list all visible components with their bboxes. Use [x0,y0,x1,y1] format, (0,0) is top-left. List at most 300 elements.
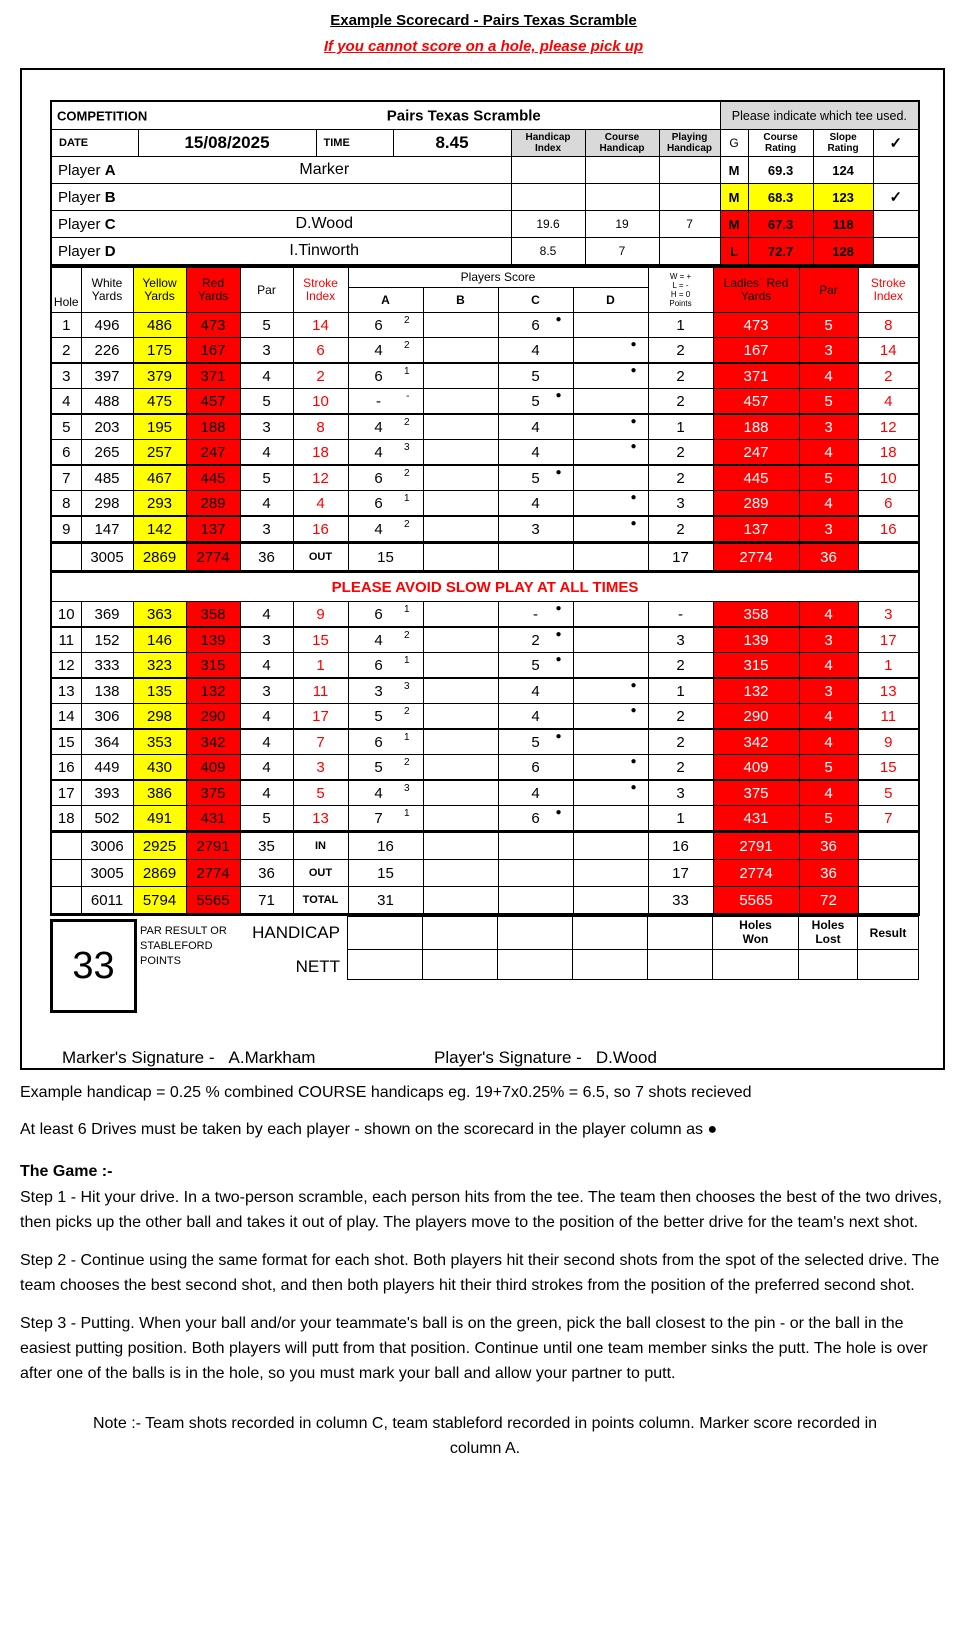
yellow-yards: 467 [133,465,186,491]
hole-number: 10 [51,602,81,628]
score-b-cell [423,806,498,832]
drive-dot-icon: ● [630,680,637,691]
player-gender: M [720,157,748,184]
summary-ladies-red-yards: 2791 [713,832,799,860]
red-yards: 290 [186,704,240,730]
summary-white-yards: 3006 [81,832,133,860]
score-d-cell [573,491,648,517]
red-yards: 457 [186,389,240,415]
score-a-value: 6 [374,656,383,674]
summary-red-yards: 2774 [186,543,240,572]
summary-score-a: 31 [348,887,423,915]
player-playing-handicap [659,238,720,266]
player-row [51,238,919,266]
yellow-yards: 135 [133,678,186,704]
score-a-putts: 2 [403,630,410,641]
ladies-par-value: 5 [799,755,858,781]
score-b-cell [423,729,498,755]
yellow-yards: 475 [133,389,186,415]
score-c-value: 2 [531,631,540,649]
score-b-cell [423,704,498,730]
summary-red-yards: 2791 [186,832,240,860]
hole-number: 8 [51,491,81,517]
summary-score-b [423,887,498,915]
nett-cell [423,950,498,980]
white-yards: 203 [81,414,133,440]
drive-dot-icon: ● [555,390,562,401]
score-a-putts: 2 [403,706,410,717]
player-d-col-header: D [573,288,648,313]
score-c-cell [498,389,573,415]
ladies-red-yards: 358 [713,602,799,628]
summary-row [51,543,919,572]
summary-score-c [498,887,573,915]
score-a-putts: 1 [403,366,410,377]
white-yards: 152 [81,627,133,653]
summary-red-yards: 2774 [186,860,240,887]
drive-dot-icon: ● [630,756,637,767]
score-c-cell [498,602,573,628]
player-slope-rating: 118 [813,211,873,238]
summary-points: 17 [648,860,713,887]
handicap-nett-grid [347,916,919,980]
white-yards: 369 [81,602,133,628]
score-b-cell [423,491,498,517]
competition-label: COMPETITION [57,108,148,123]
score-c-cell [498,780,573,806]
score-d-cell [573,465,648,491]
holes-lost-header: Holes Lost [799,917,858,950]
ladies-par-value: 4 [799,602,858,628]
yellow-yards: 363 [133,602,186,628]
red-yards: 371 [186,363,240,389]
score-a-putts: 2 [403,315,410,326]
player-slope-rating: 123 [813,184,873,211]
drive-dot-icon: ● [630,492,637,503]
score-a-cell [348,729,423,755]
ladies-red-yards: 371 [713,363,799,389]
page-title: Example Scorecard - Pairs Texas Scramble [330,12,637,29]
player-tee-tick-icon: ✓ [873,184,919,211]
hole-number: 18 [51,806,81,832]
score-c-cell [498,491,573,517]
score-a-value: 4 [374,443,383,461]
score-c-cell [498,627,573,653]
points-header [648,267,713,313]
date-value: 15/08/2025 [138,130,316,157]
slow-play-banner-text: PLEASE AVOID SLOW PLAY AT ALL TIMES [51,572,919,602]
yellow-yards: 430 [133,755,186,781]
ladies-par-value: 3 [799,338,858,364]
score-d-cell [573,414,648,440]
yellow-yards: 353 [133,729,186,755]
nett-cell [713,950,799,980]
score-a-cell [348,627,423,653]
score-b-cell [423,363,498,389]
score-a-cell [348,806,423,832]
summary-ladies-par: 36 [799,860,858,887]
playing-handicap-header: Playing Handicap [659,130,720,157]
score-c-cell [498,653,573,679]
time-value: 8.45 [393,130,511,157]
summary-score-c [498,543,573,572]
stroke-index-value: 8 [293,414,348,440]
score-a-cell [348,704,423,730]
score-a-putts: 2 [403,417,410,428]
player-handicap-index [511,184,585,211]
score-b-cell [423,465,498,491]
summary-score-a: 16 [348,832,423,860]
points-header-line: Points [669,299,692,308]
summary-par: 36 [240,860,293,887]
score-a-putts: 2 [403,757,410,768]
score-d-cell [573,729,648,755]
nett-cell [648,950,713,980]
player-tee-tick-icon [873,238,919,266]
hole-number: 9 [51,516,81,543]
hole-number: 5 [51,414,81,440]
ladies-stroke-index-value: 17 [858,627,919,653]
drive-dot-icon: ● [630,518,637,529]
score-c-value: 4 [531,494,540,512]
summary-par: 71 [240,887,293,915]
ladies-red-yards: 247 [713,440,799,466]
score-a-cell [348,389,423,415]
score-d-cell [573,806,648,832]
player-handicap-index [511,157,585,184]
marker-signature-label: Marker's Signature - [62,1048,215,1067]
summary-blank [858,543,919,572]
score-c-cell [498,363,573,389]
score-a-cell [348,678,423,704]
score-c-value: 4 [531,341,540,359]
ladies-red-yards: 375 [713,780,799,806]
score-a-value: 5 [374,707,383,725]
points-value: 2 [648,465,713,491]
red-yards: 289 [186,491,240,517]
points-header-line: L = - [672,281,689,290]
hole-number: 6 [51,440,81,466]
score-c-cell [498,414,573,440]
score-d-cell [573,363,648,389]
hole-number: 13 [51,678,81,704]
score-a-putts: 1 [403,493,410,504]
score-a-value: 4 [374,520,383,538]
hole-row [51,678,919,704]
white-yards: 393 [81,780,133,806]
game-step-3: Step 3 - Putting. When your ball and/or your teammate's ball is on the green, pick the ball closest to the pin - or the ball in the easiest putting position. Both players will putt from that position. Continue until one team member sinks the putt. The hole is over after one of the balls is in the hole, so you must mark your ball and allow your partner to putt. [20,1315,928,1382]
score-d-cell [573,653,648,679]
player-handicap-index: 8.5 [511,238,585,266]
score-d-cell [573,440,648,466]
summary-par: 35 [240,832,293,860]
score-a-value: 6 [374,316,383,334]
stroke-index-value: 5 [293,780,348,806]
score-a-value: 6 [374,733,383,751]
hole-header: Hole [51,267,81,313]
summary-row [51,860,919,887]
points-value: 2 [648,516,713,543]
ladies-stroke-index-value: 8 [858,313,919,338]
red-yards: 445 [186,465,240,491]
yellow-yards: 491 [133,806,186,832]
players-score-header: Players Score [348,267,648,288]
stableford-points-box [50,919,137,1013]
hole-row [51,780,919,806]
player-name: I.Tinworth [138,238,511,266]
points-value: 2 [648,704,713,730]
player-gender: M [720,184,748,211]
competition-header-table [50,100,920,266]
scorecard-sheet [50,100,918,1082]
score-a-value: 6 [374,469,383,487]
score-a-putts: 2 [403,468,410,479]
ladies-par-value: 4 [799,653,858,679]
player-playing-handicap [659,157,720,184]
par-result-line: PAR RESULT OR [140,925,227,937]
par-result-line: POINTS [140,955,181,967]
score-b-cell [423,414,498,440]
stroke-index-value: 16 [293,516,348,543]
summary-blank [858,887,919,915]
score-a-value: 4 [374,418,383,436]
drive-dot-icon: ● [555,629,562,640]
yellow-yards: 486 [133,313,186,338]
stroke-index-value: 13 [293,806,348,832]
white-yards: 138 [81,678,133,704]
summary-blank [858,832,919,860]
nett-cell [573,950,648,980]
player-b-col-header: B [423,288,498,313]
hole-row [51,516,919,543]
drive-dot-icon: ● [630,782,637,793]
player-gender: M [720,211,748,238]
yellow-yards: 195 [133,414,186,440]
player-gender: L [720,238,748,266]
score-a-cell [348,465,423,491]
competition-name: Pairs Texas Scramble [386,107,541,124]
player-rows [51,157,919,266]
hole-number: 4 [51,389,81,415]
score-a-cell [348,516,423,543]
player-letter: A [104,161,116,179]
summary-white-yards: 6011 [81,887,133,915]
score-d-cell [573,704,648,730]
summary-par: 36 [240,543,293,572]
summary-yellow-yards: 2869 [133,860,186,887]
yellow-yards-header: Yellow Yards [133,267,186,313]
red-yards: 139 [186,627,240,653]
par-value: 4 [240,363,293,389]
hole-row [51,653,919,679]
ladies-par-value: 3 [799,627,858,653]
score-b-cell [423,780,498,806]
player-signature [434,1048,657,1068]
result-header: Result [858,917,919,950]
course-rating-header: Course Rating [748,130,813,157]
hole-row [51,338,919,364]
score-d-cell [573,627,648,653]
score-c-value: 4 [531,784,540,802]
score-a-putts: 1 [403,655,410,666]
summary-points: 16 [648,832,713,860]
points-value: 2 [648,363,713,389]
score-a-value: 4 [374,341,383,359]
ladies-par-value: 3 [799,516,858,543]
white-yards: 502 [81,806,133,832]
drive-dot-icon: ● [630,365,637,376]
ladies-par-value: 4 [799,729,858,755]
score-c-value: 4 [531,707,540,725]
yellow-yards: 293 [133,491,186,517]
ladies-red-yards: 132 [713,678,799,704]
red-yards: 315 [186,653,240,679]
ladies-par-value: 5 [799,465,858,491]
points-value: 2 [648,729,713,755]
game-step-1: Step 1 - Hit your drive. In a two-person scramble, each person hits from the tee. The team then chooses the best of the two drives, then picks up the other ball and takes it out of play. The players move to the position of the better drive for the team's next shot. [20,1189,942,1231]
ladies-par-value: 4 [799,440,858,466]
score-a-putts: 1 [403,808,410,819]
score-a-value: 7 [374,809,383,827]
ladies-red-yards: 431 [713,806,799,832]
player-course-rating: 68.3 [748,184,813,211]
player-course-rating: 69.3 [748,157,813,184]
score-d-cell [573,602,648,628]
tee-notice: Please indicate which tee used. [720,101,919,130]
score-b-cell [423,653,498,679]
white-yards-header: White Yards [81,267,133,313]
points-value: 1 [648,313,713,338]
nett-cell [858,950,919,980]
ladies-par-value: 4 [799,704,858,730]
player-row-label [51,184,138,211]
score-a-cell [348,414,423,440]
ladies-red-yards: 139 [713,627,799,653]
score-c-value: 6 [531,316,540,334]
par-value: 3 [240,678,293,704]
player-handicap-index: 19.6 [511,211,585,238]
player-letter: D [104,242,116,260]
hole-number: 1 [51,313,81,338]
player-letter: C [104,215,116,233]
player-word: Player [58,188,105,206]
score-a-cell [348,363,423,389]
handicap-cell [573,917,648,950]
stroke-index-value: 9 [293,602,348,628]
ladies-stroke-index-value: 2 [858,363,919,389]
points-value: 3 [648,491,713,517]
score-b-cell [423,389,498,415]
ladies-stroke-index-value: 18 [858,440,919,466]
score-c-cell [498,465,573,491]
summary-label: TOTAL [293,887,348,915]
score-rows [51,313,919,915]
score-a-value: 6 [374,605,383,623]
points-value: 3 [648,780,713,806]
white-yards: 496 [81,313,133,338]
score-a-value: 4 [374,784,383,802]
score-b-cell [423,440,498,466]
score-c-value: 5 [531,392,540,410]
score-a-value: 5 [374,758,383,776]
summary-blank [51,887,81,915]
hole-row [51,627,919,653]
player-course-handicap: 19 [585,211,659,238]
red-yards-header: Red Yards [186,267,240,313]
score-a-putts: 2 [403,340,410,351]
drive-dot-icon: ● [630,441,637,452]
score-d-cell [573,780,648,806]
nett-label: NETT [295,957,340,976]
summary-ladies-red-yards: 2774 [713,543,799,572]
hole-number: 12 [51,653,81,679]
summary-label: IN [293,832,348,860]
par-value: 4 [240,653,293,679]
hole-number: 17 [51,780,81,806]
handicap-index-header: Handicap Index [511,130,585,157]
yellow-yards: 146 [133,627,186,653]
par-header: Par [240,267,293,313]
score-c-cell [498,704,573,730]
ladies-stroke-index-value: 3 [858,602,919,628]
hole-number: 11 [51,627,81,653]
par-value: 4 [240,729,293,755]
par-value: 5 [240,465,293,491]
red-yards: 167 [186,338,240,364]
drive-dot-icon: ● [630,339,637,350]
score-b-cell [423,516,498,543]
ladies-stroke-index-value: 12 [858,414,919,440]
score-a-putts: - [406,391,410,402]
marker-signature [62,1048,315,1068]
red-yards: 409 [186,755,240,781]
score-a-putts: 1 [403,732,410,743]
nett-cell [498,950,573,980]
yellow-yards: 386 [133,780,186,806]
game-heading: The Game :- [20,1163,113,1180]
score-a-cell [348,313,423,338]
white-yards: 265 [81,440,133,466]
score-a-cell [348,755,423,781]
ladies-red-yards: 188 [713,414,799,440]
hole-row [51,313,919,338]
tick-header-icon: ✓ [873,130,919,157]
time-label: TIME [316,130,393,157]
score-a-cell [348,653,423,679]
player-course-rating: 72.7 [748,238,813,266]
summary-yellow-yards: 2925 [133,832,186,860]
score-a-cell [348,491,423,517]
player-playing-handicap: 7 [659,211,720,238]
summary-blank [51,860,81,887]
white-yards: 333 [81,653,133,679]
hole-number: 7 [51,465,81,491]
ladies-par-value: 5 [799,806,858,832]
summary-score-d [573,543,648,572]
ladies-stroke-index-value: 1 [858,653,919,679]
white-yards: 147 [81,516,133,543]
points-value: 1 [648,414,713,440]
drive-dot-icon: ● [555,807,562,818]
ladies-red-yards: 457 [713,389,799,415]
player-a-col-header: A [348,288,423,313]
yellow-yards: 175 [133,338,186,364]
score-a-value: - [376,392,381,410]
player-course-handicap [585,157,659,184]
ladies-red-yards: 409 [713,755,799,781]
score-c-cell [498,678,573,704]
yellow-yards: 379 [133,363,186,389]
